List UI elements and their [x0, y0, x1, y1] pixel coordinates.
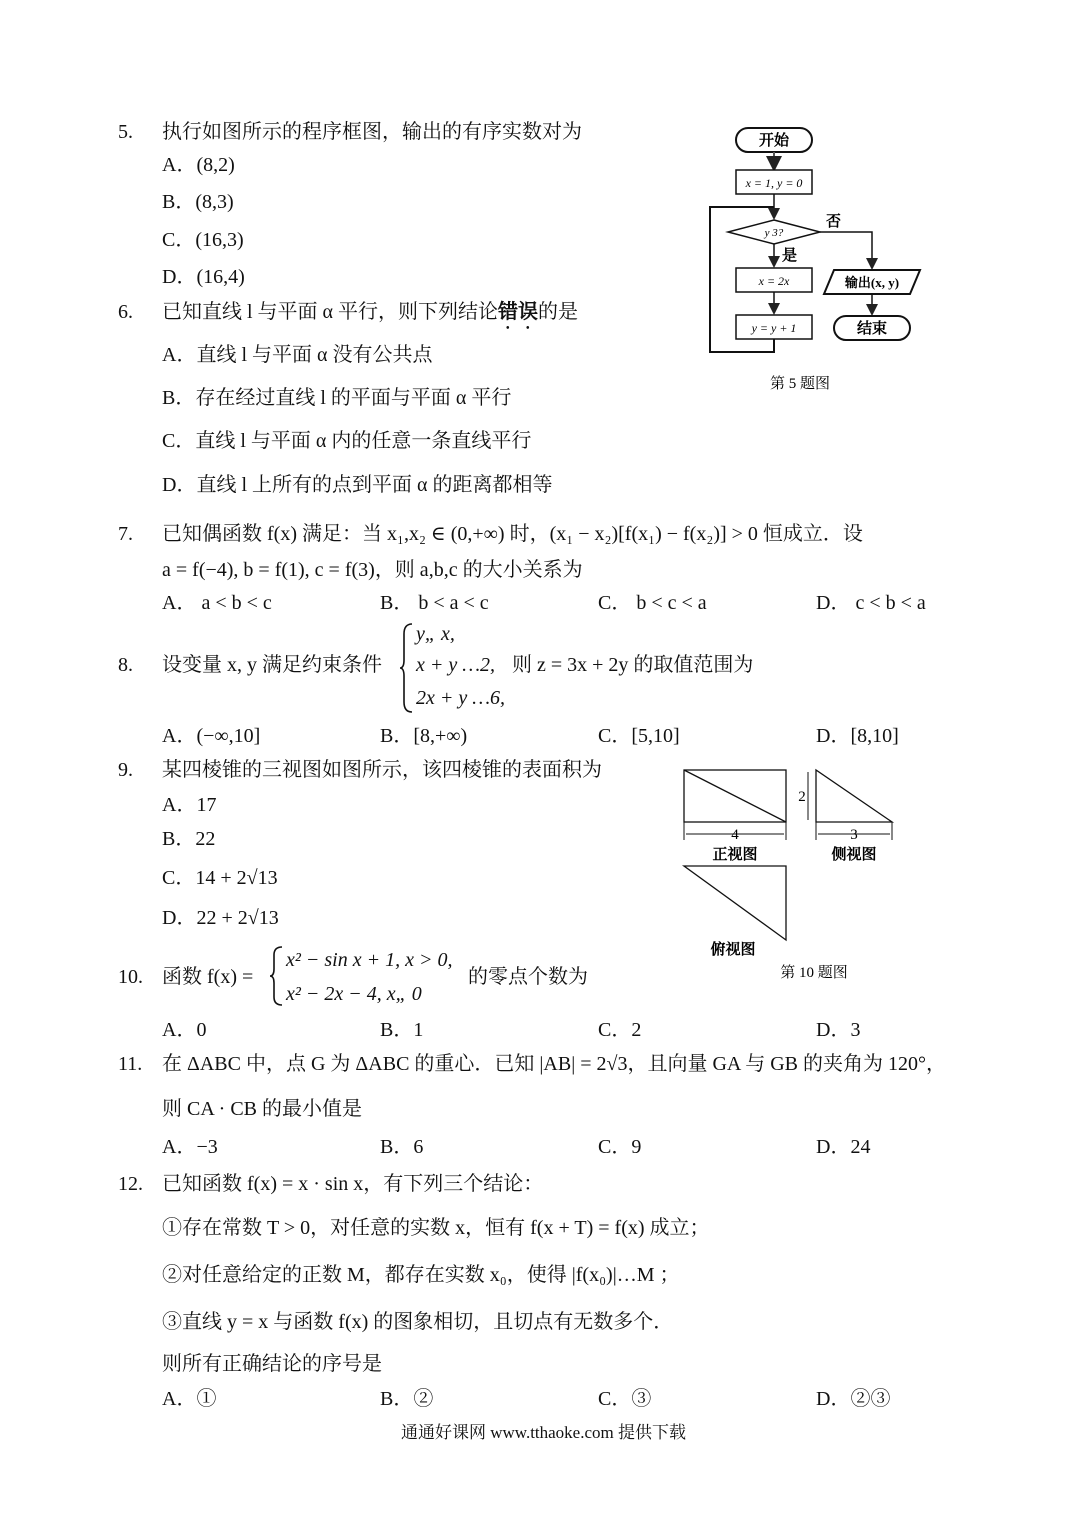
flow-step2-text: y = y + 1: [751, 321, 797, 335]
front-view-label: 正视图: [712, 847, 758, 863]
q5-option-d: D．(16,4): [162, 266, 245, 288]
q8-number: 8.: [118, 654, 133, 676]
q7-option-a: A． a < b < c: [162, 592, 272, 614]
q12-question: 则所有正确结论的序号是: [162, 1353, 382, 1375]
side-view-dim-width: 3: [850, 827, 858, 843]
q6-option-d: D．直线 l 上所有的点到平面 α 的距离都相等: [162, 474, 553, 496]
q9-option-d: D．22 + 2√13: [162, 907, 279, 929]
q12-option-c: C．③: [598, 1388, 652, 1410]
q9-stem: 某四棱锥的三视图如图所示，该四棱锥的表面积为: [162, 759, 602, 781]
q6-option-b: B．存在经过直线 l 的平面与平面 α 平行: [162, 387, 512, 409]
q5-option-b: B．(8,3): [162, 191, 234, 213]
q6-stem: [162, 300, 578, 334]
q9-option-a: A．17: [162, 794, 217, 816]
q8-stem-before: 设变量 x, y 满足约束条件: [162, 654, 382, 676]
q10-stem-after: 的零点个数为: [468, 966, 588, 988]
page-footer: 通通好课网 www.tthaoke.com 提供下载: [400, 1423, 687, 1442]
q11-option-c: C．9: [598, 1136, 642, 1158]
q8-option-a: A．(−∞,10]: [162, 725, 261, 747]
q9-option-c: C．14 + 2√13: [162, 867, 278, 889]
flow-init-text: x = 1, y = 0: [745, 176, 803, 190]
top-view-label: 俯视图: [710, 942, 756, 958]
q10-stem-before: 函数 f(x) =: [162, 966, 254, 988]
q10-brace: [270, 945, 284, 1007]
q10-option-b: B．1: [380, 1019, 424, 1041]
q12-statement-2: ②对任意给定的正数 M，都存在实数 x₀，使得 |f(x₀)|…M ；: [162, 1264, 680, 1286]
q10-case-2: x² − 2x − 4, x„ 0: [286, 983, 422, 1005]
flow-step1-text: x = 2x: [758, 274, 790, 288]
q5-number: 5.: [118, 121, 133, 143]
q12-number: 12.: [118, 1173, 143, 1195]
q10-case-1: x² − sin x + 1, x > 0,: [286, 949, 453, 971]
q11-line1: 在 ΔABC 中，点 G 为 ΔABC 的重心．已知 |AB| = 2√3，且向量 GA 与 GB 的夹角为 120°，: [162, 1053, 947, 1075]
q6-number: 6.: [118, 301, 133, 323]
flow-no-label: 否: [826, 214, 842, 230]
q10-option-c: C．2: [598, 1019, 642, 1041]
q9-number: 9.: [118, 759, 133, 781]
q8-brace: [400, 622, 414, 714]
q12-option-a: A．①: [162, 1388, 217, 1410]
flow-yes-label: 是: [782, 248, 798, 264]
q7-line2: a = f(−4), b = f(1), c = f(3)，则 a,b,c 的大小关系为: [162, 559, 583, 581]
q8-stem-after: 则 z = 3x + 2y 的取值范围为: [512, 654, 754, 676]
q12-option-d: D．②③: [816, 1388, 891, 1410]
q8-constraint-1: y„ x,: [416, 623, 455, 645]
top-view-triangle: [684, 866, 786, 940]
q6-option-a: A．直线 l 与平面 α 没有公共点: [162, 344, 433, 366]
q11-option-b: B．6: [380, 1136, 424, 1158]
q8-constraint-3: 2x + y …6,: [416, 687, 506, 709]
q6-option-c: C．直线 l 与平面 α 内的任意一条直线平行: [162, 430, 532, 452]
flow-output-text: 输出(x, y): [844, 275, 900, 290]
views-caption: 第 10 题图: [780, 965, 848, 981]
q10-option-d: D．3: [816, 1019, 861, 1041]
q8-option-d: D．[8,10]: [816, 725, 899, 747]
q11-line2: 则 CA · CB 的最小值是: [162, 1098, 363, 1120]
q7-option-b: B． b < a < c: [380, 592, 489, 614]
q7-option-d: D． c < b < a: [816, 592, 926, 614]
q5-stem: 执行如图所示的程序框图，输出的有序实数对为: [162, 121, 582, 143]
q6-stem-before: 已知直线 l 与平面 α 平行，则下列结论: [162, 301, 499, 323]
flow-start-text: 开始: [758, 133, 790, 149]
q6-stem-after: 的是: [538, 301, 579, 323]
q12-statement-1: ①存在常数 T > 0，对任意的实数 x，恒有 f(x + T) = f(x) 成立；: [162, 1217, 710, 1239]
q7-option-c: C． b < c < a: [598, 592, 707, 614]
q12-option-b: B．②: [380, 1388, 434, 1410]
q7-number: 7.: [118, 523, 133, 545]
flow-condition-text: y 3?: [764, 227, 784, 239]
q10-option-a: A．0: [162, 1019, 207, 1041]
q10-number: 10.: [118, 966, 143, 988]
q11-option-d: D．24: [816, 1136, 871, 1158]
flow-caption: 第 5 题图: [769, 376, 831, 392]
q11-number: 11.: [118, 1053, 143, 1075]
flow-end-text: 结束: [856, 321, 888, 337]
q12-stem: 已知函数 f(x) = x · sin x，有下列三个结论：: [162, 1173, 544, 1195]
three-views-figure: [676, 764, 916, 990]
q5-option-a: A．(8,2): [162, 154, 235, 176]
q7-line1: 已知偶函数 f(x) 满足：当 x₁,x₂ ∈ (0,+∞) 时，(x₁ − x₂)[f(x₁) − f(x₂)] > 0 恒成立．设: [162, 523, 863, 545]
q8-option-c: C．[5,10]: [598, 725, 680, 747]
q11-option-a: A．−3: [162, 1136, 218, 1158]
side-view-label: 侧视图: [831, 847, 877, 863]
side-view-dim-height: 2: [798, 789, 806, 805]
q9-option-b: B．22: [162, 828, 216, 850]
q6-stem-emphasis: 错误: [498, 301, 539, 323]
flowchart: [700, 120, 940, 400]
q5-option-c: C．(16,3): [162, 229, 244, 251]
q8-constraint-2: x + y …2,: [416, 654, 496, 676]
side-view-triangle: [816, 770, 892, 822]
q8-option-b: B．[8,+∞): [380, 725, 468, 747]
front-view-dim: 4: [731, 827, 739, 843]
q12-statement-3: ③直线 y = x 与函数 f(x) 的图象相切，且切点有无数多个．: [162, 1311, 674, 1333]
